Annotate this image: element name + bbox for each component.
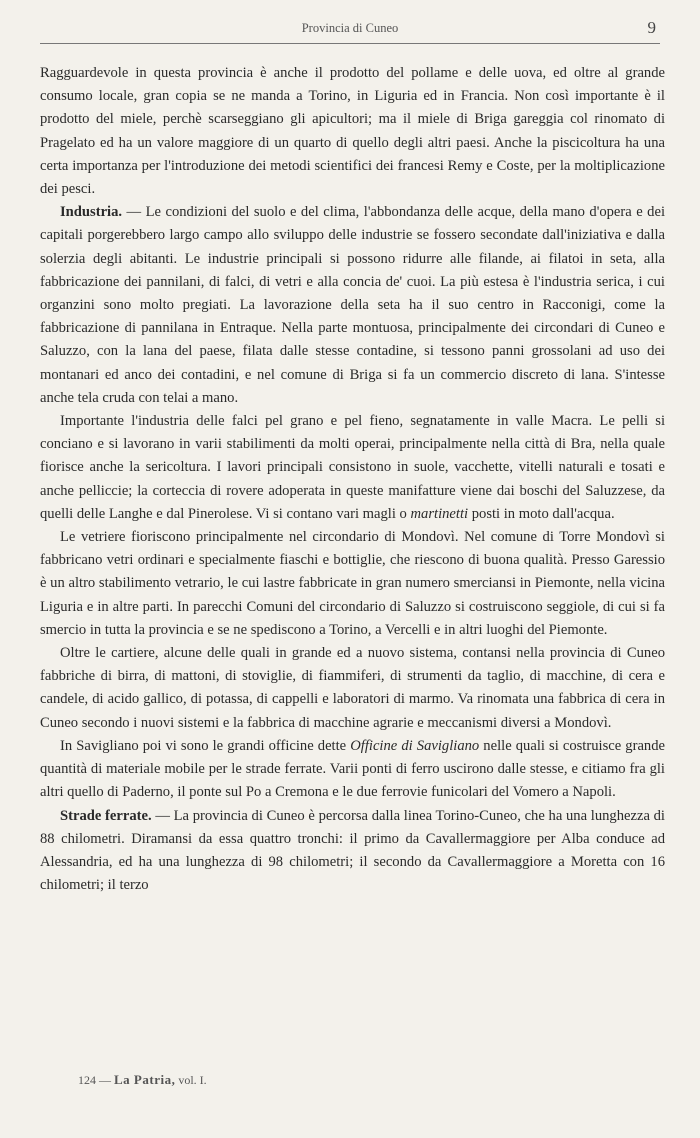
paragraph — [40, 805, 665, 898]
paragraph-text: — La provincia di Cuneo è percorsa dalla linea Torino-Cuneo, che ha una lunghezza di 88 chilometri. Diramansi da essa quattro tronchi: il primo da Cavallermaggiore per Alba conduce ad Alessandria, ed ha una lunghezza di 98 chilometri; il secondo da Cavallermaggiore a Moretta con 16 chilometri; il terzo — [40, 807, 665, 894]
footer-magazine: La Patria, — [114, 1072, 176, 1087]
running-head — [40, 18, 660, 46]
footer-signature: 124 — — [78, 1073, 111, 1087]
paragraph-text: Ragguardevole in questa provincia è anche il prodotto del pollame e delle uova, ed oltre al grande consumo locale, gran copia se ne manda a Torino, in Liguria ed in Francia. Non così importante è il prodotto del miele, perchè scarseggiano gli apicultori; ma il miele di Briga gareggia col rinomato di Pragelato ed ha un valore maggiore di un quarto di quello degli altri paesi. Anche la piscicoltura ha una certa importanza per l'introduzione dei metodi scientifici dei francesi Remy e Coste, per la moltiplicazione dei pesci. — [40, 65, 665, 198]
paragraph-lead: Strade ferrate. — [60, 807, 152, 824]
paragraph — [40, 201, 665, 410]
paragraph-italic: Officine di Savigliano — [350, 737, 480, 754]
page-number: 9 — [647, 18, 656, 37]
paragraph-text: — Le condizioni del suolo e del clima, l'abbondanza delle acque, della mano d'opera e dei capitali porgerebbero largo campo allo sviluppo delle industrie se fossero secondate dall'iniziativa e dalla solerzia degli abitanti. Le industrie principali si possono ridurre alle filande, ai filatoi in seta, alla fabbricazione dei pannilani, di falci, di vetri e alla concia de' cuoi. La più estesa è l'industria serica, i cui organzini sono molto pregiati. La lavorazione della seta ha il suo centro in Racconigi, come la fabbricazione di pannilana in Entraque. Nella parte montuosa, principalmente dei circondari di Cuneo e Saluzzo, con la lana del paese, filata dalle stesse contadine, si tessono panni grossolani ad uso dei montanari ed anco dei contadini, e nel comune di Briga si fa un commercio discreto di lana. S'intesse anche tela cruda con telai a mano. — [40, 204, 665, 406]
paragraph-text: In Savigliano poi vi sono le grandi officine dette — [60, 737, 351, 754]
paragraph — [40, 62, 665, 201]
paragraph-text-after: posti in moto dall'acqua. — [468, 505, 615, 522]
footer-volume: vol. I. — [178, 1073, 207, 1087]
paragraph-text: Importante l'industria delle falci pel grano e pel fieno, segnatamente in valle Macra. Le pelli si conciano e si lavorano in varii stabilimenti da molti operai, principalmente nella città di Bra, nella quale fiorisce anche la sericoltura. I lavori principali consistono in suole, vacchette, vitelli naturali e tosati e anche pelliccie; la corteccia di rovere adoperata in queste manifatture viene dai boschi del Saluzzese, da quelli delle Langhe e dal Pinerolese. Vi si contano vari magli o — [40, 413, 665, 522]
paragraph — [40, 410, 665, 526]
page-footer — [78, 1072, 207, 1088]
header-rule — [40, 43, 660, 44]
paragraph — [40, 642, 665, 735]
running-title: Provincia di Cuneo — [301, 21, 399, 35]
paragraph-text: Le vetriere fioriscono principalmente nel circondario di Mondovì. Nel comune di Torre Mondovì si fabbricano vetri ordinari e specialmente fiaschi e bottiglie, che riescono di buona qualità. Presso Garessio è un altro stabilimento vetrario, le cui lastre fabbricate in gran numero smerciansi in Piemonte, nella vicina Liguria e in altre parti. In parecchi Comuni del circondario di Saluzzo si costruiscono seggiole, di cui si fa smercio in tutta la provincia e se ne spediscono a Torino, a Vercelli e in altri luoghi del Piemonte. — [40, 529, 665, 638]
paragraph-lead: Industria. — [60, 204, 123, 221]
paragraph — [40, 526, 665, 642]
paragraph-italic: martinetti — [410, 505, 469, 522]
paragraph — [40, 735, 665, 805]
paragraph-text-after: nelle quali si costruisce grande quantità di materiale mobile per le strade ferrate. Varii ponti di ferro uscirono dalle stesse, e citiamo fra gli altri quello di Paderno, il ponte sul Po a Cremona e le due ferrovie funicolari del Vomero a Napoli. — [40, 737, 665, 801]
paragraph-text: Oltre le cartiere, alcune delle quali in grande ed a nuovo sistema, contansi nella provincia di Cuneo fabbriche di birra, di mattoni, di stoviglie, di fiammiferi, di strumenti da taglio, di macchine, di cera e candele, di acido gallico, di potassa, di cappelli e laboratori di marmo. Va rinomata una fabbrica di cera in Cuneo secondo i nuovi sistemi e la fabbrica di macchine agrarie e meccanismi diversi a Mondovì. — [40, 645, 665, 731]
body-text — [40, 62, 665, 897]
